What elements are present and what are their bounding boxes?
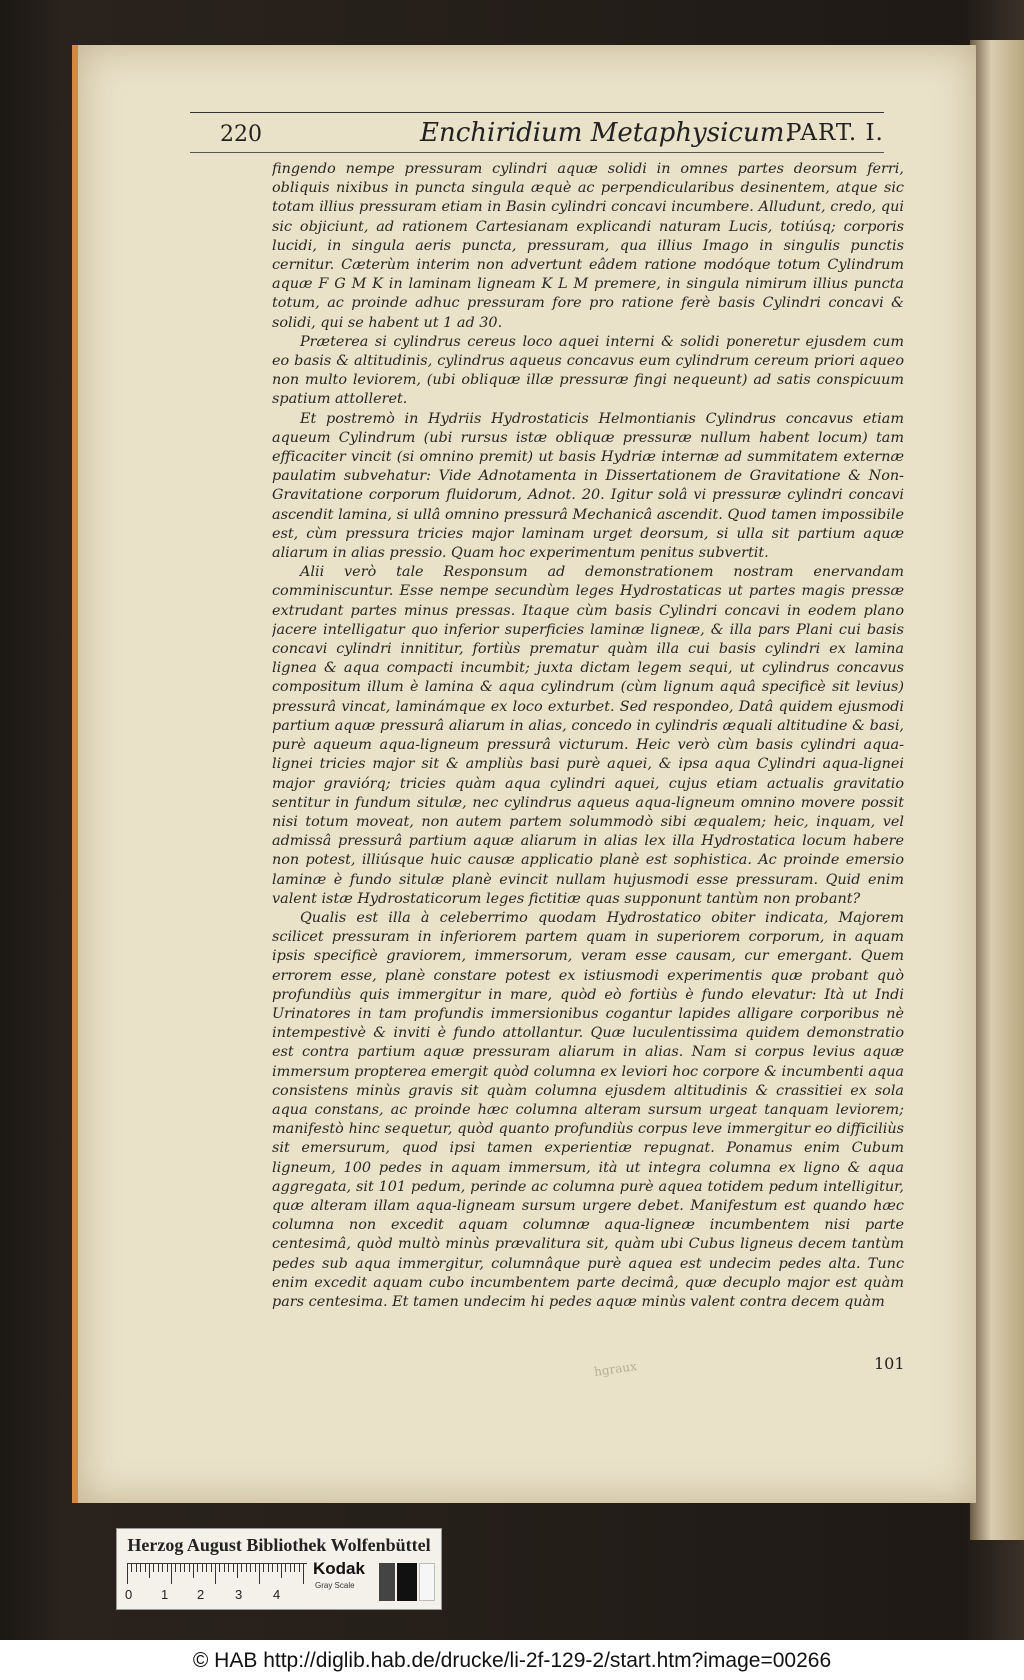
ruler-number-1: 1 — [161, 1587, 169, 1602]
ruler-tick — [285, 1564, 286, 1572]
ruler-tick — [272, 1564, 273, 1572]
paragraph-5: Qualis est illa à celeberrimo quodam Hydrostatico obiter indicata, Majorem scilicet pressuram in inferiorem partem quam in superiorem corporum, in aquam ipsis specificè graviorem, immersorum, veram esse causam, cur emergant. Quem errorem esse, planè constare potest ex istiusmodi experimentis quæ probant quò profundiùs quis immergitur in mare, quòd eò fortiùs è fundo elevatur: Ità ut Indi Urinatores in tam profundis immersionibus cogantur lapides alligare corporibus nè intempestivè & inviti è fundo attollantur. Quæ luculentissima quidem demonstratio est contra partium aquæ pressuram aliarum in alias. Nam si corpus levius aquæ immersum propterea emergit quòd columna ex leviori hoc corpore & incumbenti aqua consistens minùs gravis sit quàm columna ejusdem altitudinis & crassitiei ex sola aqua constans, ac proinde hæc columna alteram sursum urgeat tanquam leviorem; manifestò hinc sequetur, quòd quanto profundiùs corpus leve immergitur eo difficiliùs sit emersurum, quod ipsi tamen experientiæ repugnat. Ponamus enim Cubum ligneum, 100 pedes in aquam immersum, ità ut integra columna ex ligno & aqua aggregata, sit 101 pedum, perinde ac columna purè aquea totidem pedum intelligitur, quæ alteram illam aqua-ligneam sursum urgere debet. Manifestum est quando hæc columna non excedit aquam columnæ aqua-ligneæ incumbentem nisi parte centesimâ, quòd multò minùs prævalitura sit, quàm ubi Cubus ligneus decem tantùm pedes sub aqua immergitur, columnâque purè aquea est undecim pedes alta. Tunc enim excedit aquam cubo incumbentem parte decimâ, quæ decuplo major est quàm pars centesima. Et tamen undecim hi pedes aquæ minùs valent contra decem quàm — [272, 909, 904, 1310]
gray-swatch-dark — [379, 1563, 395, 1601]
bleed-through-text: hgraux — [593, 1359, 638, 1379]
ruler-tick — [215, 1564, 216, 1584]
paragraph-4: Alii verò tale Responsum ad demonstrationem nostram enervandam comminiscuntur. Esse nempe secundùm leges Hydrostaticas ut partes magis pressæ extrudant partes minus pressas. Itaque cùm basis Cylindri concavi in eodem plano jacere intelligatur quo inferior superficies laminæ ligneæ, & illa pars Plani cui basis concavi cylindri innititur, fortiùs prematur quàm illa cui basis cylindri ex lamina lignea & aqua compacti incumbit; juxta dictam legem sequi, ut cylindrus concavus compositum illum è lamina & aqua cylindrum (cùm lignum aquâ specificè sit levius) pressurâ vincat, laminámque ex loco exturbet. Sed respondeo, Datâ quidem ejusmodi partium aquæ pressurâ aliarum in alias, concedo in cylindris æquali altitudine & basi, purè aqueum aqua-ligneum pressurâ victurum. Heic verò cùm basis cylindri aqua-lignei tricies major sit & ampliùs basi purè aquei, & ipsa aqua Cylindri aqua-lignei major graviórq; tricies quàm aqua cylindri aquei, cujus etiam actualis gravitatio sentitur in fundum situlæ, nec cylindrus aqueus aqua-ligneum omnino movere possit nisi totum moveat, non autem partem solummodò sibi æqualem; heic, inquam, vel admissâ pressurâ partium aquæ aliarum in alias lex illa Hydrostatica locum habere non potest, illiúsque huic causæ applicatio planè est sophistica. Ac proinde emersio laminæ è fundo situlæ planè evincit nullam hujusmodi esse pressuram. Quid enim valent istæ Hydrostaticorum leges fictitiæ quas supponunt tantùm non probant? — [272, 564, 904, 907]
ruler-tick — [171, 1564, 172, 1584]
ruler-tick — [211, 1564, 212, 1572]
ruler-tick — [277, 1564, 278, 1572]
ruler-tick — [263, 1564, 264, 1572]
paragraph-2: Præterea si cylindrus cereus loco aquei interni & solidi poneretur ejusdem cum eo basis & altitudinis, cylindrus aqueus concavus eum cylindrum cereum priori aqueo non multo leviorem, (ubi obliquæ illæ pressuræ fingi nequeunt) ad satis conspicuum spatium attolleret. — [272, 333, 904, 408]
ruler-tick — [219, 1564, 220, 1572]
scale-ruler — [127, 1563, 307, 1586]
ruler-tick — [290, 1564, 291, 1572]
ruler-tick — [193, 1564, 194, 1578]
paragraph-3: Et postremò in Hydriis Hydrostaticis Helmontianis Cylindrus concavus etiam aqueum Cylindrum (ubi rursus istæ obliquæ pressuræ nullum habent locum) tam efficaciter vincit (si omnino premit) ut basis Hydriæ internæ ad summitatem externæ paulatim subvehatur: Vide Adnotamenta in Dissertationem de Gravitatione & Non-Gravitatione corporum fluidorum, Adnot. 20. Igitur solâ vi pressuræ cylindri concavi ascendit lamina, si ullâ omnino pressurâ Mechanicâ ascendit. Quod tamen impossibile est, cùm pressura tricies major laminam urget deorsum, si ulla sit partium aquæ aliarum in alias pressio. Quam hoc experimentum penitus subvertit. — [272, 410, 904, 562]
ruler-tick — [162, 1564, 163, 1572]
ruler-tick — [224, 1564, 225, 1572]
library-label-card — [116, 1528, 442, 1610]
body-text — [272, 160, 904, 1350]
ruler-tick — [145, 1564, 146, 1572]
ruler-tick — [228, 1564, 229, 1572]
gray-swatch-black — [397, 1563, 417, 1601]
ruler-tick — [237, 1564, 238, 1578]
ruler-number-0: 0 — [125, 1587, 133, 1602]
library-name: Herzog August Bibliothek Wolfenbüttel — [127, 1535, 431, 1555]
facing-page-edge — [970, 40, 1024, 1540]
running-title: Enchiridium Metaphysicum. — [420, 118, 793, 148]
ruler-tick — [175, 1564, 176, 1572]
ruler-tick — [303, 1564, 304, 1584]
header-rule-top — [190, 112, 884, 113]
ruler-number-2: 2 — [197, 1587, 205, 1602]
ruler-tick — [180, 1564, 181, 1572]
ruler-tick — [167, 1564, 168, 1572]
ruler-tick — [189, 1564, 190, 1572]
ruler-tick — [281, 1564, 282, 1578]
ruler-tick — [149, 1564, 150, 1578]
ruler-tick — [233, 1564, 234, 1572]
ruler-tick — [158, 1564, 159, 1572]
ruler-tick — [268, 1564, 269, 1572]
ruler-tick — [153, 1564, 154, 1572]
ruler-tick — [294, 1564, 295, 1572]
ruler-number-4: 4 — [273, 1587, 281, 1602]
credit-line: © HAB http://diglib.hab.de/drucke/li-2f-129-2/start.htm?image=00266 — [192, 1649, 832, 1672]
grayscale-label: Gray Scale — [315, 1581, 355, 1590]
ruler-tick — [131, 1564, 132, 1572]
header-rule-bottom — [190, 152, 884, 153]
ruler-tick — [206, 1564, 207, 1572]
ruler-tick — [127, 1564, 128, 1584]
ruler-tick — [299, 1564, 300, 1572]
ruler-tick — [197, 1564, 198, 1572]
ruler-tick — [140, 1564, 141, 1572]
catchword: 101 — [874, 1354, 905, 1373]
part-label: PART. I. — [786, 120, 884, 146]
ruler-tick — [250, 1564, 251, 1572]
ruler-tick — [246, 1564, 247, 1572]
ruler-number-3: 3 — [235, 1587, 243, 1602]
paragraph-1: fingendo nempe pressuram cylindri aquæ solidi in omnes partes deorsum ferri, obliquis nixibus in puncta singula æquè ac perpendicularibus desinentem, atque sic totam illius pressuram etiam in Basin cylindri concavi incumbere. Alludunt, credo, qui sic objiciunt, ad rationem Cartesianam explicandi naturam Lucis, totiúsq; corporis lucidi, in singula aeris puncta, pressuram, qua illius Imago in singulis punctis cernitur. Cæterùm interim non advertunt eâdem ratione modóque totum Cylindrum aquæ F G M K in laminam ligneam K L M premere, in singula nimirum illius puncta totum, ac proinde adhuc pressuram fore pro ratione ferè basis Cylindri concavi & solidi, qui se habent ut 1 ad 30. — [272, 161, 904, 331]
ruler-tick — [241, 1564, 242, 1572]
ruler-tick — [255, 1564, 256, 1572]
ruler-tick — [202, 1564, 203, 1572]
page-number: 220 — [220, 122, 262, 147]
gray-swatch-white — [419, 1563, 435, 1601]
ruler-tick — [184, 1564, 185, 1572]
kodak-logo: Kodak — [313, 1559, 365, 1578]
ruler-tick — [136, 1564, 137, 1572]
ruler-tick — [259, 1564, 260, 1584]
